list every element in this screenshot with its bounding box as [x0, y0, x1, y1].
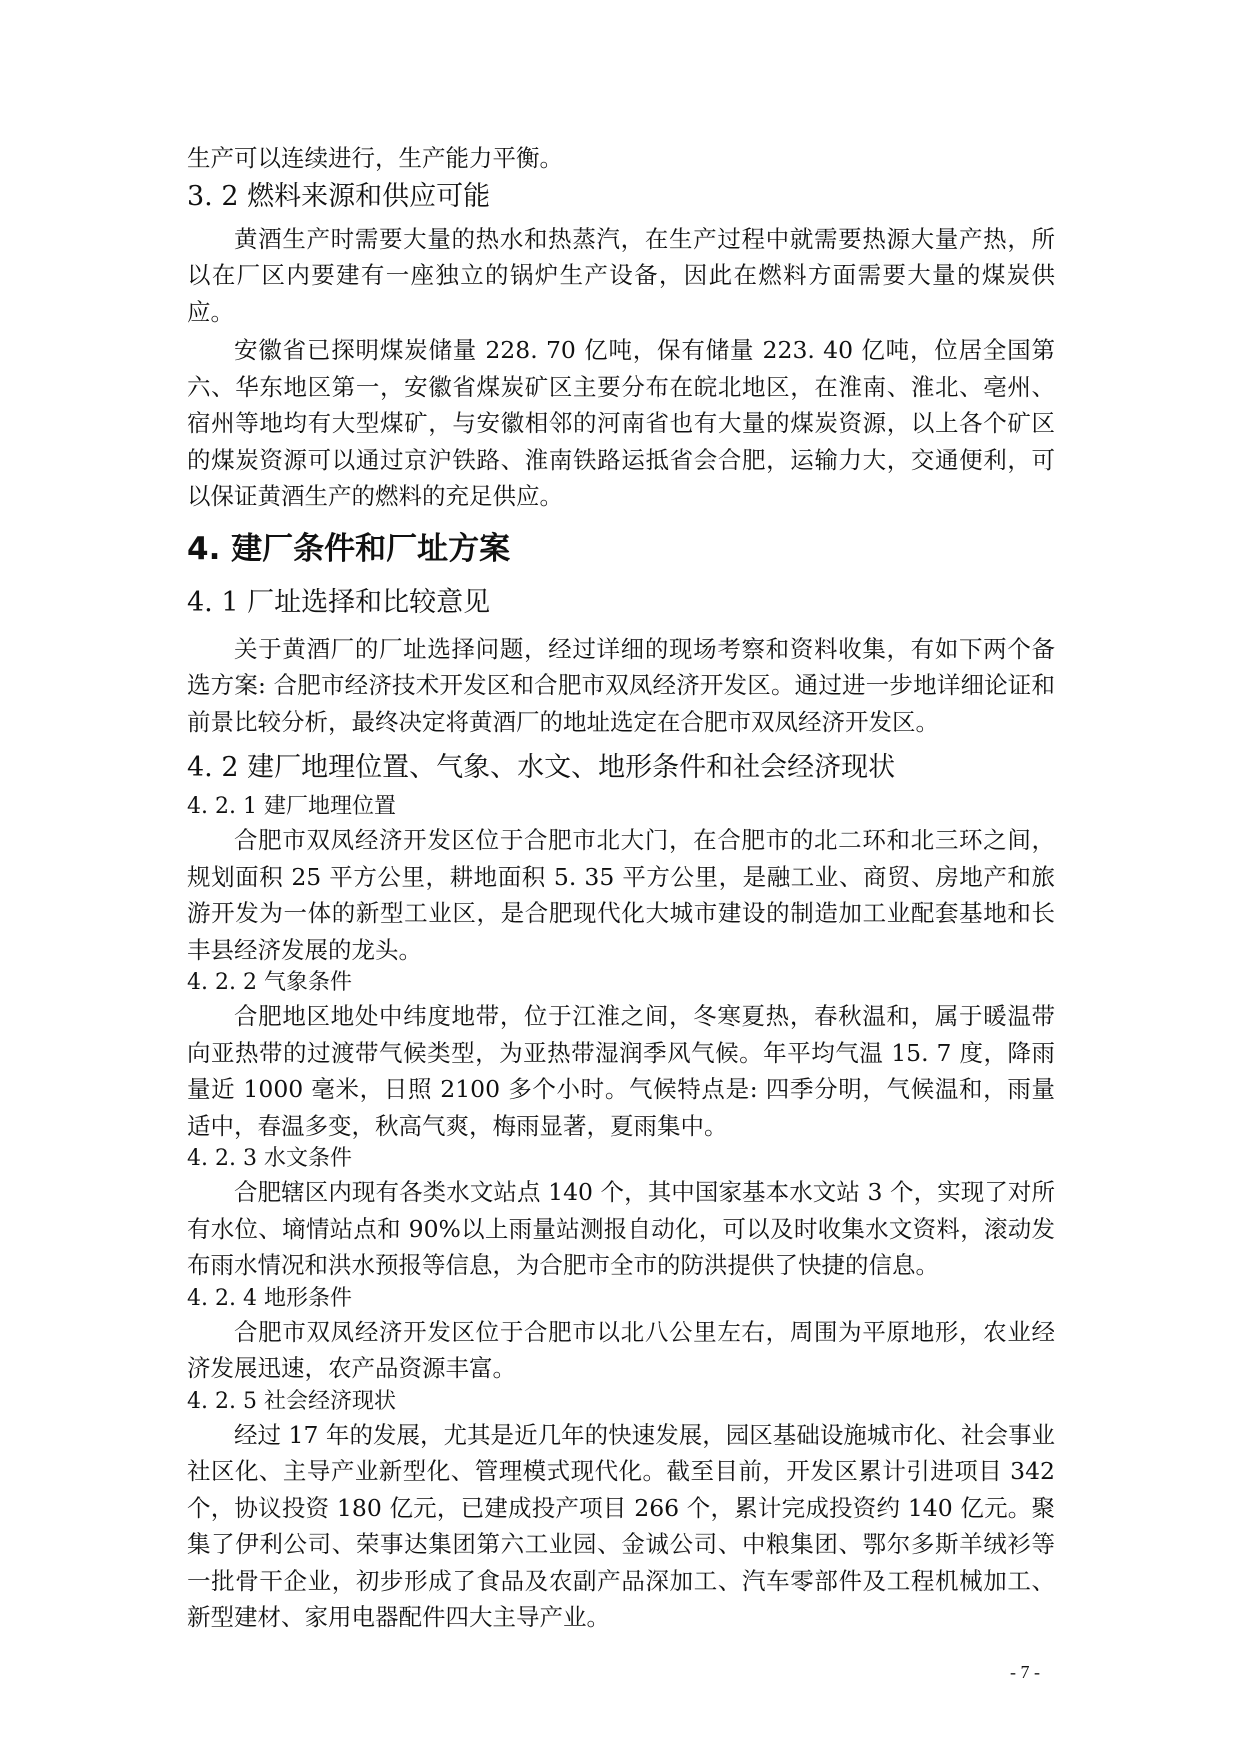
heading-4-2-1: 4. 2. 1 建厂地理位置 [187, 794, 396, 819]
paragraph-4-2-1: 合肥市双凤经济开发区位于合肥市北大门，在合肥市的北二环和北三环之间，规划面积 25 平方公里，耕地面积 5. 35 平方公里，是融工业、商贸、房地产和旅游开发为一体的新型工业区，是合肥现代化大城市建设的制造加工业配套基地和长丰县经济发展的龙头。 [187, 826, 1055, 964]
heading-4: 4. 建厂条件和厂址方案 [187, 530, 511, 567]
heading-4-2-3: 4. 2. 3 水文条件 [187, 1146, 352, 1171]
paragraph-3-2-b: 安徽省已探明煤炭储量 228. 70 亿吨，保有储量 223. 40 亿吨，位居全国第六、华东地区第一，安徽省煤炭矿区主要分布在皖北地区，在淮南、淮北、亳州、宿州等地均有大型煤矿，与安徽相邻的河南省也有大量的煤炭资源，以上各个矿区的煤炭资源可以通过京沪铁路、淮南铁路运抵省会合肥，运输力大，交通便利，可以保证黄酒生产的燃料的充足供应。 [187, 336, 1055, 510]
paragraph-4-2-3: 合肥辖区内现有各类水文站点 140 个，其中国家基本水文站 3 个，实现了对所有水位、墒情站点和 90%以上雨量站测报自动化，可以及时收集水文资料，滚动发布雨水情况和洪水预报等信息，为合肥市全市的防洪提供了快捷的信息。 [187, 1178, 1055, 1279]
heading-4-2: 4. 2 建厂地理位置、气象、水文、地形条件和社会经济现状 [187, 752, 896, 783]
page-number: - 7 - [1010, 1662, 1040, 1682]
page-content [187, 140, 1055, 1636]
paragraph-4-1: 关于黄酒厂的厂址选择问题，经过详细的现场考察和资料收集，有如下两个备选方案: 合肥市经济技术开发区和合肥市双凤经济开发区。通过进一步地详细论证和前景比较分析，最终决定将黄酒厂的地址选定在合肥市双凤经济开发区。 [187, 634, 1055, 736]
paragraph-4-2-5: 经过 17 年的发展，尤其是近几年的快速发展，园区基础设施城市化、社会事业社区化、主导产业新型化、管理模式现代化。截至目前，开发区累计引进项目 342 个，协议投资 180 亿元，已建成投产项目 266 个，累计完成投资约 140 亿元。聚集了伊利公司、荣事达集团第六工业园、金诚公司、中粮集团、鄂尔多斯羊绒衫等一批骨干企业，初步形成了食品及农副产品深加工、汽车零部件及工程机械加工、新型建材、家用电器配件四大主导产业。 [187, 1420, 1055, 1631]
heading-4-2-4: 4. 2. 4 地形条件 [187, 1285, 352, 1311]
heading-3-2: 3. 2 燃料来源和供应可能 [187, 180, 491, 212]
heading-4-2-2: 4. 2. 2 气象条件 [187, 970, 352, 995]
heading-4-1: 4. 1 厂址选择和比较意见 [187, 586, 491, 618]
paragraph-intro: 生产可以连续进行，生产能力平衡。 [187, 144, 563, 172]
heading-4-2-5: 4. 2. 5 社会经济现状 [187, 1388, 396, 1414]
paragraph-4-2-2: 合肥地区地处中纬度地带，位于江淮之间，冬寒夏热，春秋温和，属于暖温带向亚热带的过渡带气候类型，为亚热带湿润季风气候。年平均气温 15. 7 度，降雨量近 1000 毫米，日照 2100 多个小时。气候特点是: 四季分明，气候温和，雨量适中，春温多变，秋高气爽，梅雨显著，夏雨集中。 [187, 1002, 1055, 1140]
paragraph-4-2-4: 合肥市双凤经济开发区位于合肥市以北八公里左右，周围为平原地形，农业经济发展迅速，农产品资源丰富。 [187, 1317, 1055, 1382]
paragraph-3-2-a: 黄酒生产时需要大量的热水和热蒸汽，在生产过程中就需要热源大量产热，所以在厂区内要建有一座独立的锅炉生产设备，因此在燃料方面需要大量的煤炭供应。 [187, 224, 1055, 326]
